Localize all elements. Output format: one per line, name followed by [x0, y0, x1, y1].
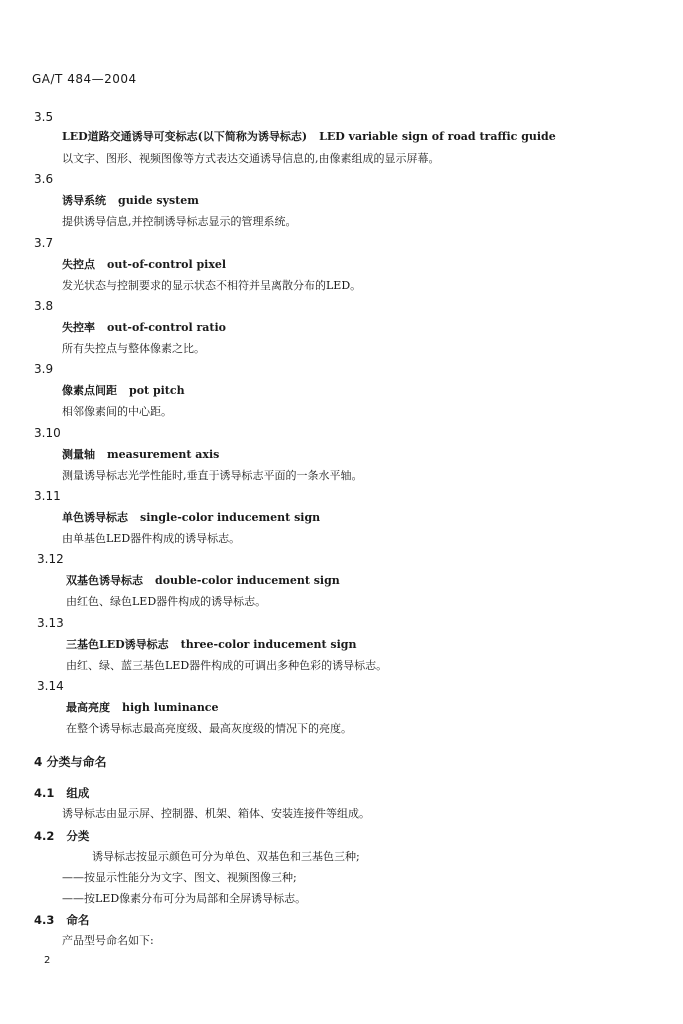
subclause-heading — [34, 785, 89, 801]
term-definition: 以文字、图形、视频图像等方式表达交通诱导信息的,由像素组成的显示屏幕。 — [62, 152, 440, 165]
classification-item: ——按显示性能分为文字、图文、视频图像三种; — [62, 871, 297, 884]
term-en: out-of-control ratio — [107, 321, 226, 334]
clause-number: 3.14 — [37, 679, 64, 693]
page-number: 2 — [44, 955, 51, 966]
clause-number: 3.10 — [34, 426, 61, 440]
clause-number: 3.11 — [34, 489, 61, 503]
classification-item: ——按LED像素分布可分为局部和全屏诱导标志。 — [62, 892, 307, 905]
standard-header: GA/T 484—2004 — [32, 72, 137, 86]
subclause-number: 4.2 — [34, 829, 55, 843]
term-definition: 由红色、绿色LED器件构成的诱导标志。 — [66, 595, 267, 608]
term-cn: LED道路交通诱导可变标志(以下简称为诱导标志) — [62, 130, 308, 143]
clause-number: 3.9 — [34, 362, 54, 376]
term-en: LED variable sign of road traffic guide — [319, 130, 556, 143]
clause-number: 3.5 — [34, 110, 54, 124]
term-cn: 失控率 — [62, 321, 95, 334]
term-definition: 由单基色LED器件构成的诱导标志。 — [62, 532, 241, 545]
clause-number: 3.12 — [37, 552, 64, 566]
term-cn: 测量轴 — [62, 448, 95, 461]
term-definition: 所有失控点与整体像素之比。 — [62, 342, 205, 355]
term-en: out-of-control pixel — [107, 258, 227, 271]
term-definition: 测量诱导标志光学性能时,垂直于诱导标志平面的一条水平轴。 — [62, 469, 363, 482]
clause-number: 3.13 — [37, 616, 64, 630]
term-cn: 双基色诱导标志 — [66, 574, 143, 587]
subclause-number: 4.1 — [34, 786, 55, 800]
term-cn: 单色诱导标志 — [62, 511, 128, 524]
term-cn: 最高亮度 — [66, 701, 110, 714]
subclause-number: 4.3 — [34, 913, 55, 927]
subclause-text: 诱导标志由显示屏、控制器、机架、箱体、安装连接件等组成。 — [62, 807, 370, 820]
subclause-title: 命名 — [66, 913, 90, 927]
term-cn: 像素点间距 — [62, 384, 117, 397]
subclause-title: 分类 — [66, 829, 90, 843]
term-heading — [66, 636, 356, 652]
term-heading — [62, 382, 185, 398]
term-definition: 相邻像素间的中心距。 — [62, 405, 172, 418]
term-heading — [62, 509, 320, 525]
clause-number: 3.6 — [34, 172, 54, 186]
term-cn: 失控点 — [62, 258, 95, 271]
classification-intro: 诱导标志按显示颜色可分为单色、双基色和三基色三种; — [92, 850, 360, 863]
term-definition: 由红、绿、蓝三基色LED器件构成的可调出多种色彩的诱导标志。 — [66, 659, 388, 672]
term-en: single-color inducement sign — [140, 511, 321, 524]
subclause-title: 组成 — [66, 786, 90, 800]
subclause-text: 产品型号命名如下: — [62, 934, 154, 947]
term-heading — [62, 128, 556, 144]
section-heading: 4 分类与命名 — [34, 755, 107, 769]
term-en: pot pitch — [129, 384, 185, 397]
subclause-heading — [34, 912, 89, 928]
term-heading — [62, 192, 199, 208]
term-heading — [62, 319, 226, 335]
term-definition: 提供诱导信息,并控制诱导标志显示的管理系统。 — [62, 215, 297, 228]
term-definition: 发光状态与控制要求的显示状态不相符并呈离散分布的LED。 — [62, 279, 362, 292]
term-en: high luminance — [122, 701, 219, 714]
term-cn: 三基色LED诱导标志 — [66, 638, 169, 651]
clause-number: 3.8 — [34, 299, 54, 313]
clause-number: 3.7 — [34, 236, 54, 250]
term-en: measurement axis — [107, 448, 220, 461]
term-heading — [62, 256, 226, 272]
term-cn: 诱导系统 — [62, 194, 106, 207]
term-definition: 在整个诱导标志最高亮度级、最高灰度级的情况下的亮度。 — [66, 722, 352, 735]
subclause-heading — [34, 828, 89, 844]
term-en: three-color inducement sign — [180, 638, 357, 651]
term-heading — [62, 446, 219, 462]
term-heading — [66, 699, 219, 715]
term-heading — [66, 572, 340, 588]
term-en: double-color inducement sign — [155, 574, 340, 587]
term-en: guide system — [118, 194, 199, 207]
